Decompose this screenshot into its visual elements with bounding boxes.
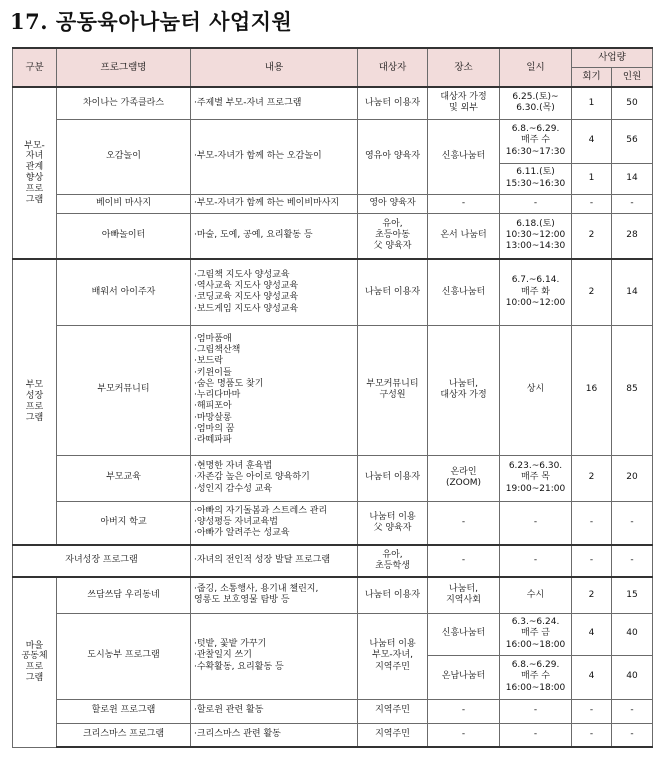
table-row [13, 194, 653, 213]
table-row [13, 455, 653, 501]
program-name: 부모커뮤니티 [57, 325, 191, 455]
program-schedule: 6.3.~6.24. 매주 금 16:00~18:00 [500, 613, 572, 655]
program-count: 2 [572, 455, 612, 501]
program-target: 부모커뮤니티 구성원 [358, 325, 428, 455]
header-category: 구분 [13, 48, 57, 87]
program-target: 나눔터 이용자 [358, 87, 428, 119]
program-people: 40 [612, 613, 653, 655]
table-row [13, 613, 653, 655]
program-schedule: - [500, 699, 572, 723]
category-cell: 부모 성장 프로 그램 [13, 259, 57, 545]
program-people: - [612, 501, 653, 545]
program-content: ·그림책 지도사 양성교육 ·역사교육 지도사 양성교육 ·코딩교육 지도사 양성교육 ·보드게임 지도사 양성교육 [191, 259, 358, 325]
program-name: 아빠놀이터 [57, 213, 191, 259]
program-people: - [612, 194, 653, 213]
header-scale: 사업량 [572, 48, 653, 67]
table-row [13, 577, 653, 613]
program-place: - [428, 501, 500, 545]
program-schedule: 6.8.~6.29. 매주 수 16:00~18:00 [500, 655, 572, 699]
program-schedule: 6.11.(토) 15:30~16:30 [500, 163, 572, 194]
program-name: 도시농부 프로그램 [57, 613, 191, 699]
program-name: 아버지 학교 [57, 501, 191, 545]
header-target: 대상자 [358, 48, 428, 87]
program-target: 지역주민 [358, 699, 428, 723]
program-schedule: - [500, 723, 572, 747]
program-name: 오감놀이 [57, 119, 191, 194]
program-content: ·줍깅, 소통행사, 용기내 챌린지, 영롱도 보호영물 탐방 등 [191, 577, 358, 613]
program-place: 신흥나눔터 [428, 259, 500, 325]
program-target: 영아 양육자 [358, 194, 428, 213]
program-people: 14 [612, 163, 653, 194]
program-count: 1 [572, 87, 612, 119]
program-count: 16 [572, 325, 612, 455]
program-name: 자녀성장 프로그램 [13, 545, 191, 577]
program-content: ·엄마품애 ·그림책산책 ·보드락 ·키윈이들 ·숨은 명품도 찾기 ·누리다마마 ·해피포아 ·마망살롱 ·엄마의 꿈 ·라떼파파 [191, 325, 358, 455]
program-count: 1 [572, 163, 612, 194]
table-row [13, 699, 653, 723]
table-row [13, 213, 653, 259]
program-schedule: 6.8.~6.29. 매주 수 16:30~17:30 [500, 119, 572, 163]
program-schedule: - [500, 194, 572, 213]
program-place: - [428, 699, 500, 723]
program-count: 4 [572, 119, 612, 163]
program-schedule: 6.25.(토)~ 6.30.(목) [500, 87, 572, 119]
header-schedule: 일시 [500, 48, 572, 87]
program-content: ·크리스마스 관련 활동 [191, 723, 358, 747]
program-schedule: - [500, 545, 572, 577]
program-count: - [572, 194, 612, 213]
program-name: 크리스마스 프로그램 [57, 723, 191, 747]
program-target: 유아, 초등아동 父 양육자 [358, 213, 428, 259]
program-count: 4 [572, 655, 612, 699]
program-target: 나눔터 이용 부모-자녀, 지역주민 [358, 613, 428, 699]
program-place: - [428, 194, 500, 213]
program-people: 85 [612, 325, 653, 455]
table-row [13, 501, 653, 545]
table-row [13, 545, 653, 577]
header-place: 장소 [428, 48, 500, 87]
program-schedule: 상시 [500, 325, 572, 455]
program-people: 20 [612, 455, 653, 501]
program-content: ·마술, 도예, 공예, 요리활동 등 [191, 213, 358, 259]
program-table [12, 47, 653, 748]
program-name: 부모교육 [57, 455, 191, 501]
program-people: 28 [612, 213, 653, 259]
program-people: - [612, 545, 653, 577]
header-content: 내용 [191, 48, 358, 87]
category-cell: 부모- 자녀 관계 향상 프로 그램 [13, 87, 57, 259]
header-people: 인원 [612, 67, 653, 87]
category-cell: 마을 공동체 프로 그램 [13, 577, 57, 747]
program-content: ·자녀의 전인적 성장 발달 프로그램 [191, 545, 358, 577]
program-content: ·텃밭, 꽃밭 가꾸기 ·관찰일지 쓰기 ·수확활동, 요리활동 등 [191, 613, 358, 699]
program-place: 온라인 (ZOOM) [428, 455, 500, 501]
program-people: 40 [612, 655, 653, 699]
program-schedule: 수시 [500, 577, 572, 613]
table-row [13, 325, 653, 455]
program-target: 나눔터 이용자 [358, 259, 428, 325]
program-people: 15 [612, 577, 653, 613]
program-count: 2 [572, 577, 612, 613]
program-content: ·주제별 부모-자녀 프로그램 [191, 87, 358, 119]
program-people: 14 [612, 259, 653, 325]
program-count: - [572, 699, 612, 723]
table-row [13, 259, 653, 325]
page-title: 17. 공동육아나눔터 사업지원 [10, 9, 293, 34]
program-place: 신흥나눔터 [428, 613, 500, 655]
program-count: - [572, 723, 612, 747]
program-place: 나눔터, 대상자 가정 [428, 325, 500, 455]
program-content: ·부모-자녀가 함께 하는 오감놀이 [191, 119, 358, 194]
program-place: - [428, 545, 500, 577]
program-target: 영유아 양육자 [358, 119, 428, 194]
program-target: 나눔터 이용 父 양육자 [358, 501, 428, 545]
program-content: ·아빠의 자기돌봄과 스트레스 관리 ·양성평등 자녀교육법 ·아빠가 알려주는 성교육 [191, 501, 358, 545]
program-count: - [572, 501, 612, 545]
program-place: 온서 나눔터 [428, 213, 500, 259]
program-place: 대상자 가정 및 외부 [428, 87, 500, 119]
program-schedule: - [500, 501, 572, 545]
program-content: ·부모-자녀가 함께 하는 베이비마사지 [191, 194, 358, 213]
program-name: 할로윈 프로그램 [57, 699, 191, 723]
program-count: - [572, 545, 612, 577]
program-place: 신흥나눔터 [428, 119, 500, 194]
table-row [13, 119, 653, 163]
program-name: 쓰담쓰담 우리동네 [57, 577, 191, 613]
program-content: ·현명한 자녀 훈육법 ·자존감 높은 아이로 양육하기 ·성인지 감수성 교육 [191, 455, 358, 501]
header-count: 회기 [572, 67, 612, 87]
program-count: 2 [572, 213, 612, 259]
program-place: 온남나눔터 [428, 655, 500, 699]
program-people: - [612, 699, 653, 723]
program-schedule: 6.23.~6.30. 매주 목 19:00~21:00 [500, 455, 572, 501]
header-program: 프로그램명 [57, 48, 191, 87]
program-name: 차이나는 가족클라스 [57, 87, 191, 119]
program-target: 나눔터 이용자 [358, 455, 428, 501]
program-people: 50 [612, 87, 653, 119]
program-count: 4 [572, 613, 612, 655]
program-target: 지역주민 [358, 723, 428, 747]
program-target: 나눔터 이용자 [358, 577, 428, 613]
program-name: 베이비 마사지 [57, 194, 191, 213]
table-row [13, 87, 653, 119]
program-content: ·할로윈 관련 활동 [191, 699, 358, 723]
program-name: 배워서 아이주자 [57, 259, 191, 325]
table-row [13, 723, 653, 747]
program-count: 2 [572, 259, 612, 325]
program-place: 나눔터, 지역사회 [428, 577, 500, 613]
program-schedule: 6.7.~6.14. 매주 화 10:00~12:00 [500, 259, 572, 325]
program-schedule: 6.18.(토) 10:30~12:00 13:00~14:30 [500, 213, 572, 259]
program-place: - [428, 723, 500, 747]
program-people: - [612, 723, 653, 747]
program-people: 56 [612, 119, 653, 163]
program-target: 유아, 초등학생 [358, 545, 428, 577]
